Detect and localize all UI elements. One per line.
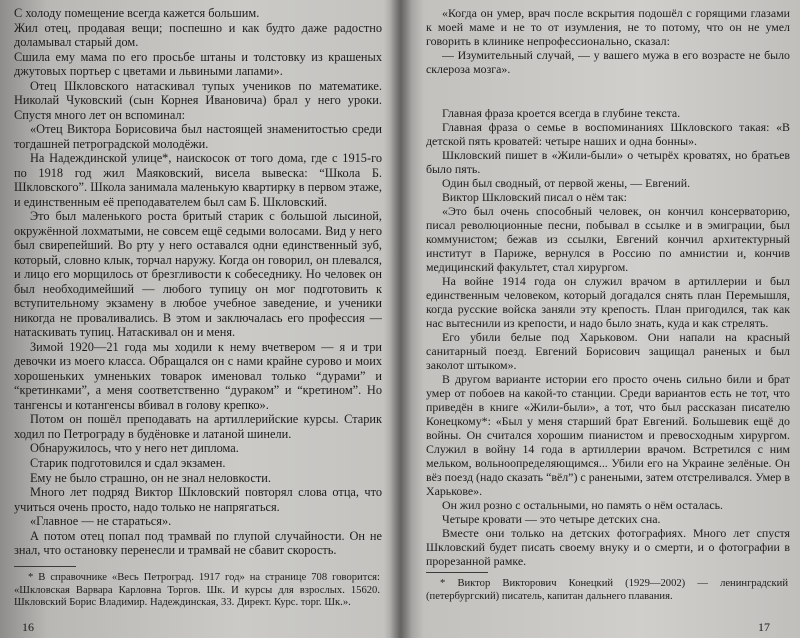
paragraph: Главная фраза кроется всегда в глубине текста. bbox=[442, 106, 681, 120]
paragraph: Ему не было страшно, он не знал неловкости. bbox=[30, 470, 271, 485]
paragraph: На войне 1914 года он служил врачом в артиллерии и был единственным человеком, который догадался снять план Перемышля, когда русские войска заняли эту крепость. План пригодился, так как нас вытеснили из крепости, и надо было знать, куда и как стрелять. bbox=[426, 274, 790, 330]
paragraph: Это был маленького роста бритый старик с большой лысиной, окружённой лохматыми, не совсем ещё седыми волосами. Вид у него был свирепейший. Во рту у него оставался одни единственный зуб, который, словно клык, торчал наружу. Когда он говорил, он плевался, и лицо его морщилось от брезгливости к собеседнику. Но человек он был необходимейший — любого тупицу он мог подготовить к вступительному экзамену в любое учебное заведение, и ученики никогда не проваливались. В этом и заключалась его профессия — натаскивать тупиц. Натаскивал он и меня. bbox=[14, 209, 382, 340]
page-number: 17 bbox=[758, 620, 770, 634]
paragraph: «Главное — не стараться». bbox=[30, 514, 172, 529]
paragraph: Обнаружилось, что у него нет диплома. bbox=[30, 441, 239, 456]
paragraph: Потом он пошёл преподавать на артиллерийские курсы. Старик ходил по Петрограду в будёновке и латаной шинели. bbox=[14, 412, 382, 441]
paragraph: Вместе они только на детских фотографиях. Много лет спустя Шкловский будет писать своему внуку и о смерти, и о фотографии в прорезанной рамке. bbox=[426, 526, 790, 568]
paragraph: Главная фраза о семье в воспоминаниях Шкловского такая: «В детской пять кроватей: четыре наших и одна бонны». bbox=[426, 120, 790, 148]
paragraph: «Это был очень способный человек, он кончил консерваторию, писал революционные песни, побывал в ссылке и в эмиграции, был коммунистом; бежав из ссылки, Евгений кончил архитектурный институт в Париже, вернулся в Россию по амнистии и, кончив медицинский факультет, стал хирургом. bbox=[426, 204, 790, 274]
page-number: 16 bbox=[22, 620, 34, 634]
paragraph: Старик подготовился и сдал экзамен. bbox=[30, 455, 226, 470]
paragraph: С холоду помещение всегда кажется большим. bbox=[14, 6, 260, 20]
paragraph: Зимой 1920—21 года мы ходили к нему вчетвером — я и три девочки из моего класса. Обращался он с нами крайне сурово и моих хорошеньких умненьких товарок именовал только “дурами” и “кретинками”, а меня соответственно “дураком” и “кретином”. Но тангенсы и котангенсы вбивал в голову крепко». bbox=[14, 339, 382, 412]
paragraph: Сшила ему мама по его просьбе штаны и толстовку из крашеных джутовых портьер с цветами и львиными лапами». bbox=[14, 49, 382, 79]
paragraph: В другом варианте истории его просто очень сильно били и брат умер от побоев на какой-то станции. Среди вариантов есть не тот, что приведён в книге «Жили-были», а тот, что был рассказан писателю Конецкому*: «Был у меня старший брат Евгений. Большевик ещё до войны. Он считался хорошим пианистом и превосходным хирургом. Служил в войну 14 года в артиллерии врачом. Встретился с ним мельком, вольноопределяющимся... Убили его на Украине зелёные. Он вёз поезд (надо сказать “вёл”) с ранеными, затем отстреливался. Умер в Харькове». bbox=[426, 372, 790, 498]
paragraph: Отец Шкловского натаскивал тупых учеников по математике. Николай Чуковский (сын Корнея Ивановича) брал у него уроки. Спустя много лет он вспоминал: bbox=[14, 78, 382, 122]
paragraph: Четыре кровати — это четыре детских сна. bbox=[442, 512, 661, 526]
paragraph: Виктор Шкловский писал о нём так: bbox=[442, 190, 627, 204]
paragraph: Один был сводный, от первой жены, — Евгений. bbox=[442, 176, 691, 190]
footnote: * Виктор Викторович Конецкий (1929—2002) — ленинградский (петербургский) писатель, капитан дальнего плавания. bbox=[426, 578, 788, 602]
right-page-text bbox=[426, 6, 790, 568]
paragraph: — Изумительный случай, — у вашего мужа в его возрасте не было склероза мозга». bbox=[426, 48, 790, 76]
left-page-text bbox=[14, 6, 382, 558]
paragraph: «Когда он умер, врач после вскрытия подошёл с горящими глазами к моей маме и не то от изумления, не то потому, что он не умел говорить в клинике непрофессионально, сказал: bbox=[426, 6, 790, 48]
footnote: * В справочнике «Весь Петроград. 1917 год» на странице 708 говорится: «Шкловская Варвара Карловна Торгов. Шк. И курсы для взрослых. 15620. Шкловский Борис Владимир. Надеждинская, 33. Директ. Курс. торг. Шк.». bbox=[14, 572, 380, 609]
paragraph: Его убили белые под Харьковом. Они напали на красный санитарный поезд. Евгений Борисович защищал раненых и был заколот штыком». bbox=[426, 330, 790, 372]
paragraph: Шкловский пишет в «Жили-были» о четырёх кроватях, но братьев было пять. bbox=[426, 148, 790, 176]
footnote-rule bbox=[426, 572, 488, 573]
paragraph: Он жил розно с остальными, но память о нём осталась. bbox=[442, 498, 724, 512]
paragraph: Жил отец, продавая вещи; поспешно и как будто даже радостно доламывал старый дом. bbox=[14, 20, 382, 50]
right-page bbox=[410, 0, 800, 638]
paragraph: «Отец Виктора Борисовича был настоящей знаменитостью среди тогдашней петроградской молодёжи. bbox=[14, 122, 382, 151]
book-gutter bbox=[390, 0, 412, 638]
footnote-rule bbox=[14, 566, 76, 567]
paragraph: На Надеждинской улице*, наискосок от того дома, где с 1915-го по 1918 год жил Маяковский, висела вывеска: “Школа Б. Шкловского”. Школа занимала маленькую квартирку в первом этаже, и единственным её преподавателем был сам Б. Шкловский. bbox=[14, 151, 382, 209]
paragraph: Много лет подряд Виктор Шкловский повторял слова отца, что учиться очень просто, надо только не напрягаться. bbox=[14, 485, 382, 514]
paragraph: А потом отец попал под трамвай по глупой случайности. Он не знал, что остановку перенесли и трамвай не сбавит скорость. bbox=[14, 528, 382, 558]
left-page bbox=[0, 0, 392, 638]
